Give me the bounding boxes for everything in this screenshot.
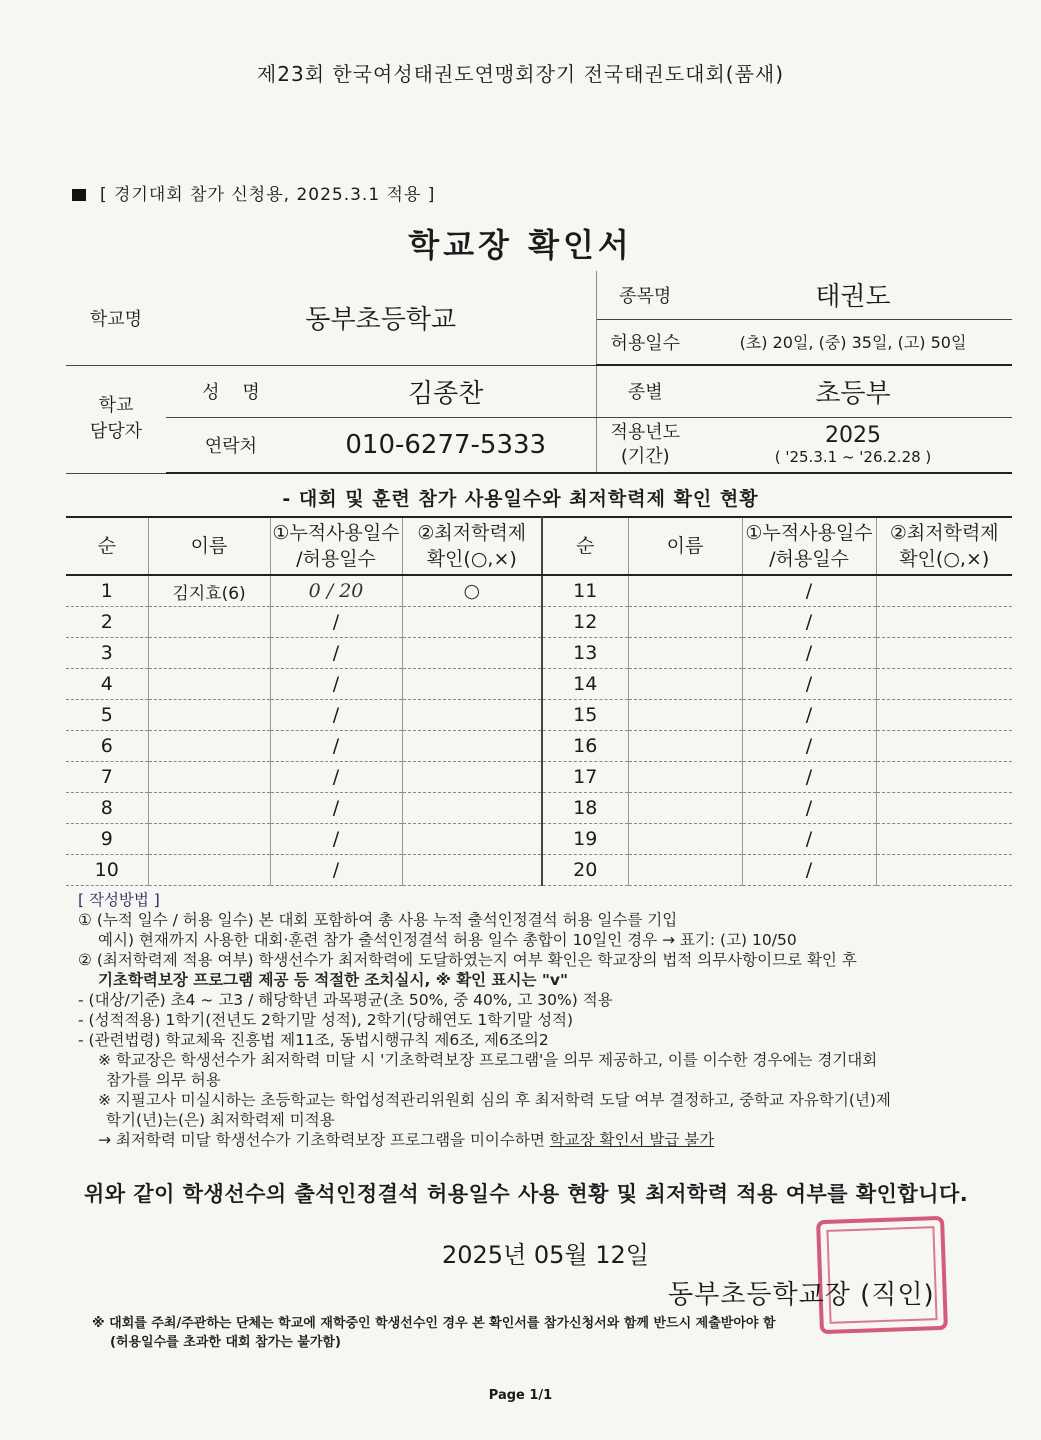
division: 초등부: [694, 365, 1012, 417]
row-days: /: [742, 855, 876, 886]
page-number: Page 1/1: [488, 1388, 553, 1403]
row-days: /: [742, 762, 876, 793]
table-row: [66, 762, 1012, 793]
row-name: [628, 607, 742, 638]
guide-line: - (성적적용) 1학기(전년도 2학기말 성적), 2학기(당해연도 1학기말 성적): [78, 1011, 574, 1029]
row-name: [148, 607, 270, 638]
table-row: [66, 607, 1012, 638]
guide-line: ② (최저학력제 적용 여부) 학생선수가 최저학력에 도달하였는지 여부 확인은 학교장의 법적 의무사항이므로 확인 후: [78, 951, 857, 969]
footnote: [92, 1314, 776, 1352]
row-name: [628, 731, 742, 762]
guide-line: ※ 지필고사 미실시하는 초등학교는 학업성적관리위원회 심의 후 최저학력 도달 여부 결정하고, 중학교 자유학기(년)제: [98, 1091, 891, 1109]
table-row: [66, 638, 1012, 669]
row-days: /: [742, 669, 876, 700]
row-check: [876, 762, 1012, 793]
row-name: [628, 575, 742, 607]
header-name-right: 이름: [628, 517, 742, 575]
row-days: /: [270, 638, 402, 669]
row-check: [402, 762, 542, 793]
row-name: [148, 731, 270, 762]
row-no: 1: [66, 575, 148, 607]
notice-text: [ 경기대회 참가 신청용, 2025.3.1 적용 ]: [100, 185, 436, 205]
guide-line: ① (누적 일수 / 허용 일수) 본 대회 포함하여 총 사용 누적 출석인정결석 허용 일수를 기입: [78, 911, 678, 929]
header-academic: ②최저학력제 확인(○,×): [402, 517, 542, 575]
row-no: 17: [542, 762, 628, 793]
header-name: 이름: [148, 517, 270, 575]
row-check: ○: [402, 575, 542, 607]
row-no: 16: [542, 731, 628, 762]
row-name: [148, 638, 270, 669]
row-no: 8: [66, 793, 148, 824]
row-no: 4: [66, 669, 148, 700]
year: 2025: [825, 423, 881, 449]
table-row: [66, 669, 1012, 700]
row-days: /: [742, 575, 876, 607]
guide-line: [78, 1130, 891, 1150]
row-check: [402, 607, 542, 638]
table-row: [66, 855, 1012, 886]
row-name: [628, 793, 742, 824]
confirmation-statement: 위와 같이 학생선수의 출석인정결석 허용일수 사용 현황 및 최저학력 적용 여부를 확인합니다.: [84, 1182, 969, 1206]
footnote-line-2: (허용일수를 초과한 대회 참가는 불가함): [110, 1335, 341, 1350]
table-row: [66, 731, 1012, 762]
row-check: [876, 855, 1012, 886]
square-bullet-icon: [72, 189, 86, 201]
row-days: /: [270, 762, 402, 793]
manager-name: 김종찬: [296, 365, 596, 417]
row-name: [628, 669, 742, 700]
row-name: [148, 762, 270, 793]
guide-line: 학기(년)는(은) 최저학력제 미적용: [106, 1111, 335, 1129]
usage-table: [66, 516, 1012, 886]
row-name: [148, 855, 270, 886]
school-name: 동부초등학교: [166, 271, 596, 365]
row-days: /: [270, 824, 402, 855]
guide-line: - (대상/기준) 초4 ~ 고3 / 해당학년 과목평균(초 50%, 중 40%, 고 30%) 적용: [78, 991, 613, 1009]
row-check: [876, 793, 1012, 824]
allowed-label: 허용일수: [596, 319, 694, 365]
allowed-days: (초) 20일, (중) 35일, (고) 50일: [694, 319, 1012, 365]
row-days: /: [270, 669, 402, 700]
table-row: [66, 575, 1012, 607]
guide-line: ※ 학교장은 학생선수가 최저학력 미달 시 '기초학력보장 프로그램'을 의무 제공하고, 이를 이수한 경우에는 경기대회: [98, 1051, 878, 1069]
row-check: [876, 638, 1012, 669]
row-check: [402, 638, 542, 669]
header-days: ①누적사용일수 /허용일수: [270, 517, 402, 575]
header-no-right: 순: [542, 517, 628, 575]
principal-signature: 동부초등학교장 (직인): [668, 1280, 935, 1310]
header-days-right: ①누적사용일수 /허용일수: [742, 517, 876, 575]
row-no: 18: [542, 793, 628, 824]
manager-label: 학교 담당자: [66, 365, 166, 473]
info-table: [66, 271, 1012, 474]
row-days: /: [742, 824, 876, 855]
contact-label: 연락처: [166, 417, 296, 473]
name-label: 성 명: [166, 365, 296, 417]
row-days: /: [742, 793, 876, 824]
year-label: 적용년도 (기간): [596, 417, 694, 473]
row-no: 15: [542, 700, 628, 731]
row-name: [628, 638, 742, 669]
row-name: [628, 855, 742, 886]
row-check: [402, 700, 542, 731]
division-label: 종별: [596, 365, 694, 417]
list-title: - 대회 및 훈련 참가 사용일수와 최저학력제 확인 현황: [282, 488, 759, 510]
header-academic-right: ②최저학력제 확인(○,×): [876, 517, 1012, 575]
footnote-line-1: ※ 대회를 주최/주관하는 단체는 학교에 재학중인 학생선수인 경우 본 확인서를 참가신청서와 함께 반드시 제출받아야 함: [92, 1316, 776, 1331]
row-no: 6: [66, 731, 148, 762]
notice-line: [72, 180, 435, 205]
contact: 010-6277-5333: [296, 417, 596, 473]
guide-line-text: → 최저학력 미달 학생선수가 기초학력보장 프로그램을 미이수하면: [98, 1131, 550, 1149]
row-check: [402, 824, 542, 855]
row-no: 2: [66, 607, 148, 638]
school-label: 학교명: [66, 271, 166, 365]
row-name: [148, 669, 270, 700]
guide-line: 참가를 의무 허용: [106, 1071, 221, 1089]
row-check: [876, 700, 1012, 731]
row-days: /: [742, 731, 876, 762]
row-name: [148, 793, 270, 824]
row-no: 20: [542, 855, 628, 886]
row-no: 19: [542, 824, 628, 855]
row-check: [402, 793, 542, 824]
row-no: 13: [542, 638, 628, 669]
guide-title: [ 작성방법 ]: [78, 891, 160, 909]
row-check: [876, 575, 1012, 607]
issue-date: 2025년 05월 12일: [442, 1241, 649, 1269]
guide-line: 기초학력보장 프로그램 제공 등 적절한 조치실시, ※ 확인 표시는 "v": [98, 971, 569, 989]
row-no: 11: [542, 575, 628, 607]
row-name: 김지효(6): [148, 575, 270, 607]
row-check: [402, 855, 542, 886]
row-days: /: [270, 700, 402, 731]
guide-line: - (관련법령) 학교체육 진흥법 제11조, 동법시행규칙 제6조, 제6조의2: [78, 1031, 549, 1049]
table-row: [66, 793, 1012, 824]
row-no: 9: [66, 824, 148, 855]
row-no: 5: [66, 700, 148, 731]
row-check: [876, 731, 1012, 762]
guide-line-underlined: 학교장 확인서 발급 불가: [549, 1131, 715, 1149]
event-label: 종목명: [596, 271, 694, 319]
row-days: 0 / 20: [270, 575, 402, 607]
row-check: [402, 669, 542, 700]
document-title: 학교장 확인서: [408, 226, 633, 264]
row-name: [628, 700, 742, 731]
table-row: [66, 700, 1012, 731]
row-no: 12: [542, 607, 628, 638]
event-title: 제23회 한국여성태권도연맹회장기 전국태권도대회(품새): [256, 62, 785, 86]
writing-guide: [78, 890, 891, 1150]
row-name: [148, 824, 270, 855]
header-no: 순: [66, 517, 148, 575]
row-days: /: [270, 793, 402, 824]
row-days: /: [742, 700, 876, 731]
row-name: [148, 700, 270, 731]
row-check: [876, 607, 1012, 638]
row-check: [876, 824, 1012, 855]
row-check: [876, 669, 1012, 700]
table-row: [66, 824, 1012, 855]
row-name: [628, 824, 742, 855]
row-name: [628, 762, 742, 793]
table-header-row: [66, 517, 1012, 575]
row-check: [402, 731, 542, 762]
row-days: /: [742, 638, 876, 669]
year-cell: [694, 417, 1012, 473]
row-days: /: [270, 731, 402, 762]
row-no: 14: [542, 669, 628, 700]
period: ( '25.3.1 ~ '26.2.28 ): [774, 448, 932, 467]
row-days: /: [270, 855, 402, 886]
guide-line: 예시) 현재까지 사용한 대회·훈련 참가 출석인정결석 허용 일수 총합이 10일인 경우 → 표기: (고) 10/50: [98, 931, 797, 949]
event-name: 태권도: [694, 271, 1012, 319]
row-no: 3: [66, 638, 148, 669]
row-no: 7: [66, 762, 148, 793]
row-no: 10: [66, 855, 148, 886]
row-days: /: [270, 607, 402, 638]
row-days: /: [742, 607, 876, 638]
